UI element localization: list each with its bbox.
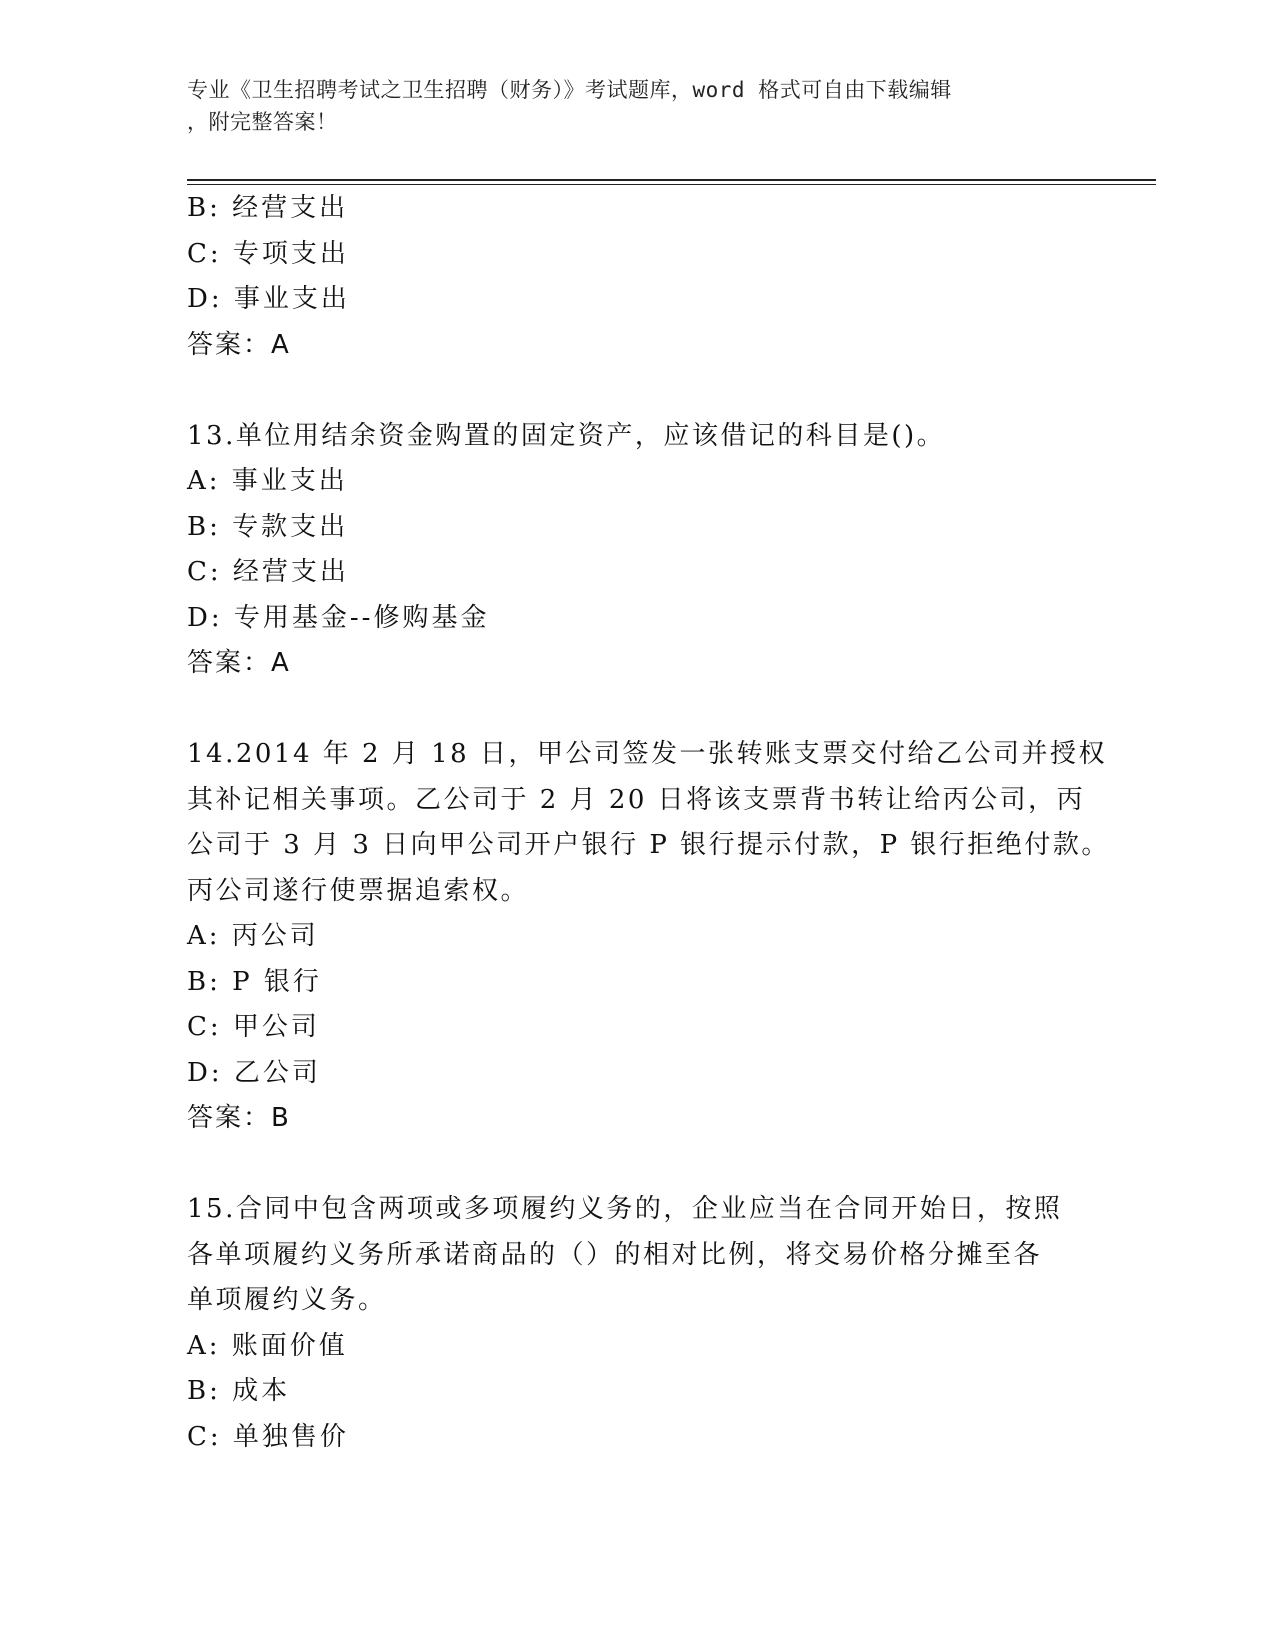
option-d: D: 乙公司 bbox=[187, 1057, 321, 1088]
question-text-line: 公司于 3 月 3 日向甲公司开户银行 P 银行提示付款，P 银行拒绝付款。 bbox=[187, 830, 1110, 860]
question-text-line: 单项履约义务。 bbox=[187, 1285, 387, 1315]
question-14 bbox=[187, 732, 1110, 1142]
question-text-line: 15.合同中包含两项或多项履约义务的，企业应当在合同开始日，按照 bbox=[187, 1194, 1063, 1224]
answer-line: 答案：A bbox=[187, 648, 291, 678]
header-line-1: 专业《卫生招聘考试之卫生招聘（财务）》考试题库，word 格式可自由下载编辑 bbox=[187, 78, 952, 102]
question-15 bbox=[187, 1187, 1087, 1460]
option-b: B: P 银行 bbox=[187, 966, 322, 997]
option-d: D: 专用基金--修购基金 bbox=[187, 602, 490, 633]
question-fragment bbox=[187, 186, 1087, 368]
option-c: C: 经营支出 bbox=[187, 557, 349, 587]
option-c: C: 单独售价 bbox=[187, 1421, 349, 1452]
answer-line: 答案：A bbox=[187, 329, 291, 360]
option-d: D: 事业支出 bbox=[187, 284, 350, 314]
document-header bbox=[187, 74, 1067, 138]
question-text: 13.单位用结余资金购置的固定资产，应该借记的科目是()。 bbox=[187, 420, 946, 451]
option-c: C: 专项支出 bbox=[187, 238, 349, 269]
question-text-line: 其补记相关事项。乙公司于 2 月 20 日将该支票背书转让给丙公司，丙 bbox=[187, 784, 1086, 815]
answer-line: 答案：B bbox=[187, 1103, 291, 1133]
option-b: B: 专款支出 bbox=[187, 511, 349, 542]
question-text-line: 各单项履约义务所承诺商品的（）的相对比例，将交易价格分摊至各 bbox=[187, 1239, 1043, 1270]
header-line-2: ，附完整答案！ bbox=[187, 110, 338, 134]
option-a: A: 丙公司 bbox=[187, 921, 319, 951]
option-b: B: 成本 bbox=[187, 1376, 291, 1406]
option-b: B: 经营支出 bbox=[187, 193, 349, 223]
question-content bbox=[187, 186, 1110, 1460]
header-rule-thin bbox=[187, 184, 1156, 185]
option-a: A: 账面价值 bbox=[187, 1330, 348, 1361]
question-text-line: 14.2014 年 2 月 18 日，甲公司签发一张转账支票交付给乙公司并授权 bbox=[187, 739, 1107, 769]
question-text-line: 丙公司遂行使票据追索权。 bbox=[187, 875, 530, 906]
question-13 bbox=[187, 414, 1087, 687]
option-a: A: 事业支出 bbox=[187, 466, 348, 496]
header-rule-thick bbox=[187, 179, 1156, 181]
option-c: C: 甲公司 bbox=[187, 1012, 320, 1042]
